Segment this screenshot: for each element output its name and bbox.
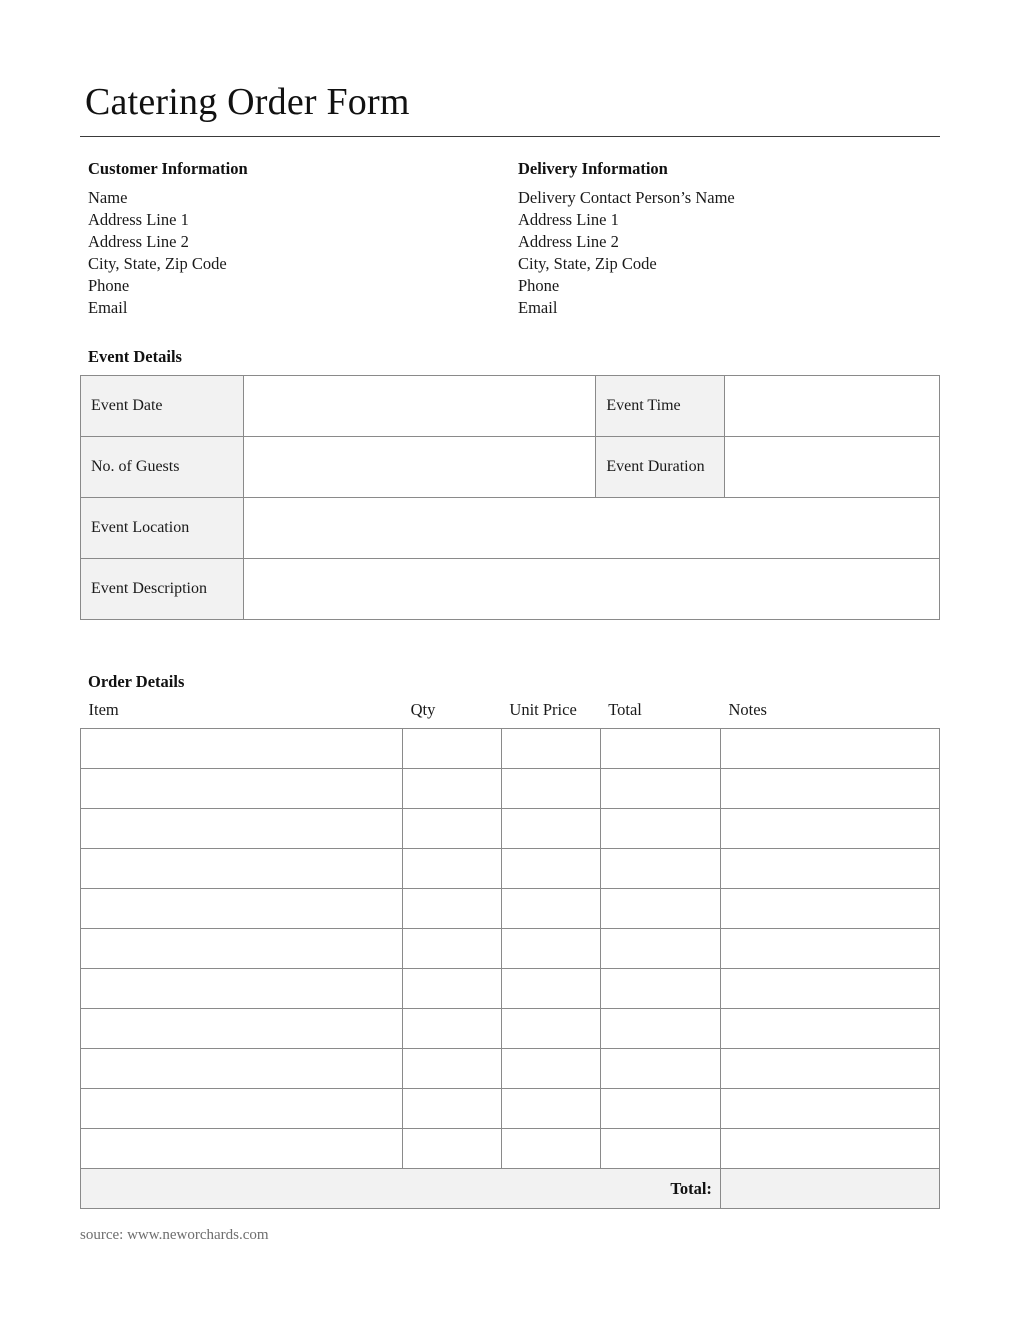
cell-total[interactable] [600, 729, 720, 769]
cell-qty[interactable] [403, 849, 502, 889]
delivery-address-line-1-label: Address Line 1 [518, 210, 619, 229]
event-date-label: Event Date [81, 376, 244, 437]
cell-unit-price[interactable] [501, 969, 600, 1009]
customer-information-heading: Customer Information [88, 159, 248, 178]
table-row [81, 1049, 940, 1089]
cell-notes[interactable] [720, 849, 939, 889]
cell-qty[interactable] [403, 809, 502, 849]
no-of-guests-label: No. of Guests [81, 437, 244, 498]
table-row [81, 849, 940, 889]
cell-item[interactable] [81, 849, 403, 889]
cell-unit-price[interactable] [501, 1129, 600, 1169]
cell-qty[interactable] [403, 889, 502, 929]
cell-item[interactable] [81, 1009, 403, 1049]
event-description-input[interactable] [244, 559, 940, 620]
cell-unit-price[interactable] [501, 849, 600, 889]
event-details-table [80, 375, 940, 620]
cell-notes[interactable] [720, 969, 939, 1009]
cell-qty[interactable] [403, 1009, 502, 1049]
cell-notes[interactable] [720, 1009, 939, 1049]
delivery-information-block [510, 159, 940, 319]
table-row [81, 969, 940, 1009]
table-row [81, 1129, 940, 1169]
contact-info-section [80, 159, 940, 319]
cell-item[interactable] [81, 769, 403, 809]
cell-item[interactable] [81, 729, 403, 769]
cell-total[interactable] [600, 769, 720, 809]
cell-unit-price[interactable] [501, 889, 600, 929]
event-duration-label: Event Duration [596, 437, 725, 498]
cell-qty[interactable] [403, 769, 502, 809]
cell-notes[interactable] [720, 889, 939, 929]
table-row [81, 437, 940, 498]
delivery-email-label: Email [518, 298, 558, 317]
table-row [81, 769, 940, 809]
cell-item[interactable] [81, 1049, 403, 1089]
cell-total[interactable] [600, 1009, 720, 1049]
cell-item[interactable] [81, 969, 403, 1009]
event-description-label: Event Description [81, 559, 244, 620]
order-total-row [81, 1169, 940, 1209]
event-details-heading: Event Details [88, 347, 182, 366]
cell-notes[interactable] [720, 1089, 939, 1129]
cell-qty[interactable] [403, 1129, 502, 1169]
cell-notes[interactable] [720, 929, 939, 969]
customer-email-label: Email [88, 298, 128, 317]
column-header-total: Total [608, 700, 642, 719]
event-time-label: Event Time [596, 376, 725, 437]
cell-unit-price[interactable] [501, 1009, 600, 1049]
table-row [81, 729, 940, 769]
event-duration-input[interactable] [725, 437, 940, 498]
cell-unit-price[interactable] [501, 769, 600, 809]
cell-qty[interactable] [403, 729, 502, 769]
cell-notes[interactable] [720, 809, 939, 849]
cell-qty[interactable] [403, 929, 502, 969]
customer-phone-label: Phone [88, 276, 130, 295]
cell-notes[interactable] [720, 729, 939, 769]
table-row [81, 1089, 940, 1129]
column-header-item: Item [88, 700, 119, 719]
table-row [81, 376, 940, 437]
delivery-address-line-2-label: Address Line 2 [518, 232, 619, 251]
order-table-header-row [81, 700, 940, 729]
cell-qty[interactable] [403, 1089, 502, 1129]
table-row [81, 498, 940, 559]
event-time-input[interactable] [725, 376, 940, 437]
total-value-input[interactable] [720, 1169, 939, 1209]
customer-address-line-1-label: Address Line 1 [88, 210, 189, 229]
cell-item[interactable] [81, 889, 403, 929]
cell-total[interactable] [600, 889, 720, 929]
column-header-qty: Qty [410, 700, 436, 719]
table-row [81, 1009, 940, 1049]
table-row [81, 809, 940, 849]
delivery-city-state-zip-label: City, State, Zip Code [518, 254, 657, 273]
form-sheet [80, 80, 940, 1244]
cell-total[interactable] [600, 1049, 720, 1089]
customer-address-line-2-label: Address Line 2 [88, 232, 189, 251]
cell-item[interactable] [81, 809, 403, 849]
cell-unit-price[interactable] [501, 929, 600, 969]
cell-notes[interactable] [720, 1129, 939, 1169]
customer-name-label: Name [88, 188, 128, 207]
event-location-input[interactable] [244, 498, 940, 559]
total-label: Total: [81, 1169, 721, 1209]
table-row [81, 929, 940, 969]
cell-item[interactable] [81, 1129, 403, 1169]
delivery-information-heading: Delivery Information [518, 159, 668, 178]
cell-notes[interactable] [720, 769, 939, 809]
cell-notes[interactable] [720, 1049, 939, 1089]
cell-unit-price[interactable] [501, 729, 600, 769]
cell-unit-price[interactable] [501, 1089, 600, 1129]
event-date-input[interactable] [244, 376, 596, 437]
customer-city-state-zip-label: City, State, Zip Code [88, 254, 227, 273]
event-location-label: Event Location [81, 498, 244, 559]
cell-total[interactable] [600, 1089, 720, 1129]
source-attribution: source: www.neworchards.com [80, 1227, 269, 1243]
cell-total[interactable] [600, 1129, 720, 1169]
cell-item[interactable] [81, 1089, 403, 1129]
cell-total[interactable] [600, 809, 720, 849]
cell-qty[interactable] [403, 969, 502, 1009]
cell-total[interactable] [600, 849, 720, 889]
column-header-unit-price: Unit Price [509, 700, 577, 719]
cell-unit-price[interactable] [501, 1049, 600, 1089]
delivery-phone-label: Phone [518, 276, 560, 295]
order-details-table [80, 700, 940, 1209]
cell-item[interactable] [81, 929, 403, 969]
page-title: Catering Order Form [80, 80, 940, 137]
no-of-guests-input[interactable] [244, 437, 596, 498]
customer-information-block [80, 159, 510, 319]
delivery-contact-name-label: Delivery Contact Person’s Name [518, 188, 735, 207]
cell-unit-price[interactable] [501, 809, 600, 849]
order-details-heading: Order Details [88, 672, 185, 691]
column-header-notes: Notes [728, 700, 767, 719]
table-row [81, 559, 940, 620]
table-row [81, 889, 940, 929]
cell-total[interactable] [600, 969, 720, 1009]
cell-qty[interactable] [403, 1049, 502, 1089]
cell-total[interactable] [600, 929, 720, 969]
